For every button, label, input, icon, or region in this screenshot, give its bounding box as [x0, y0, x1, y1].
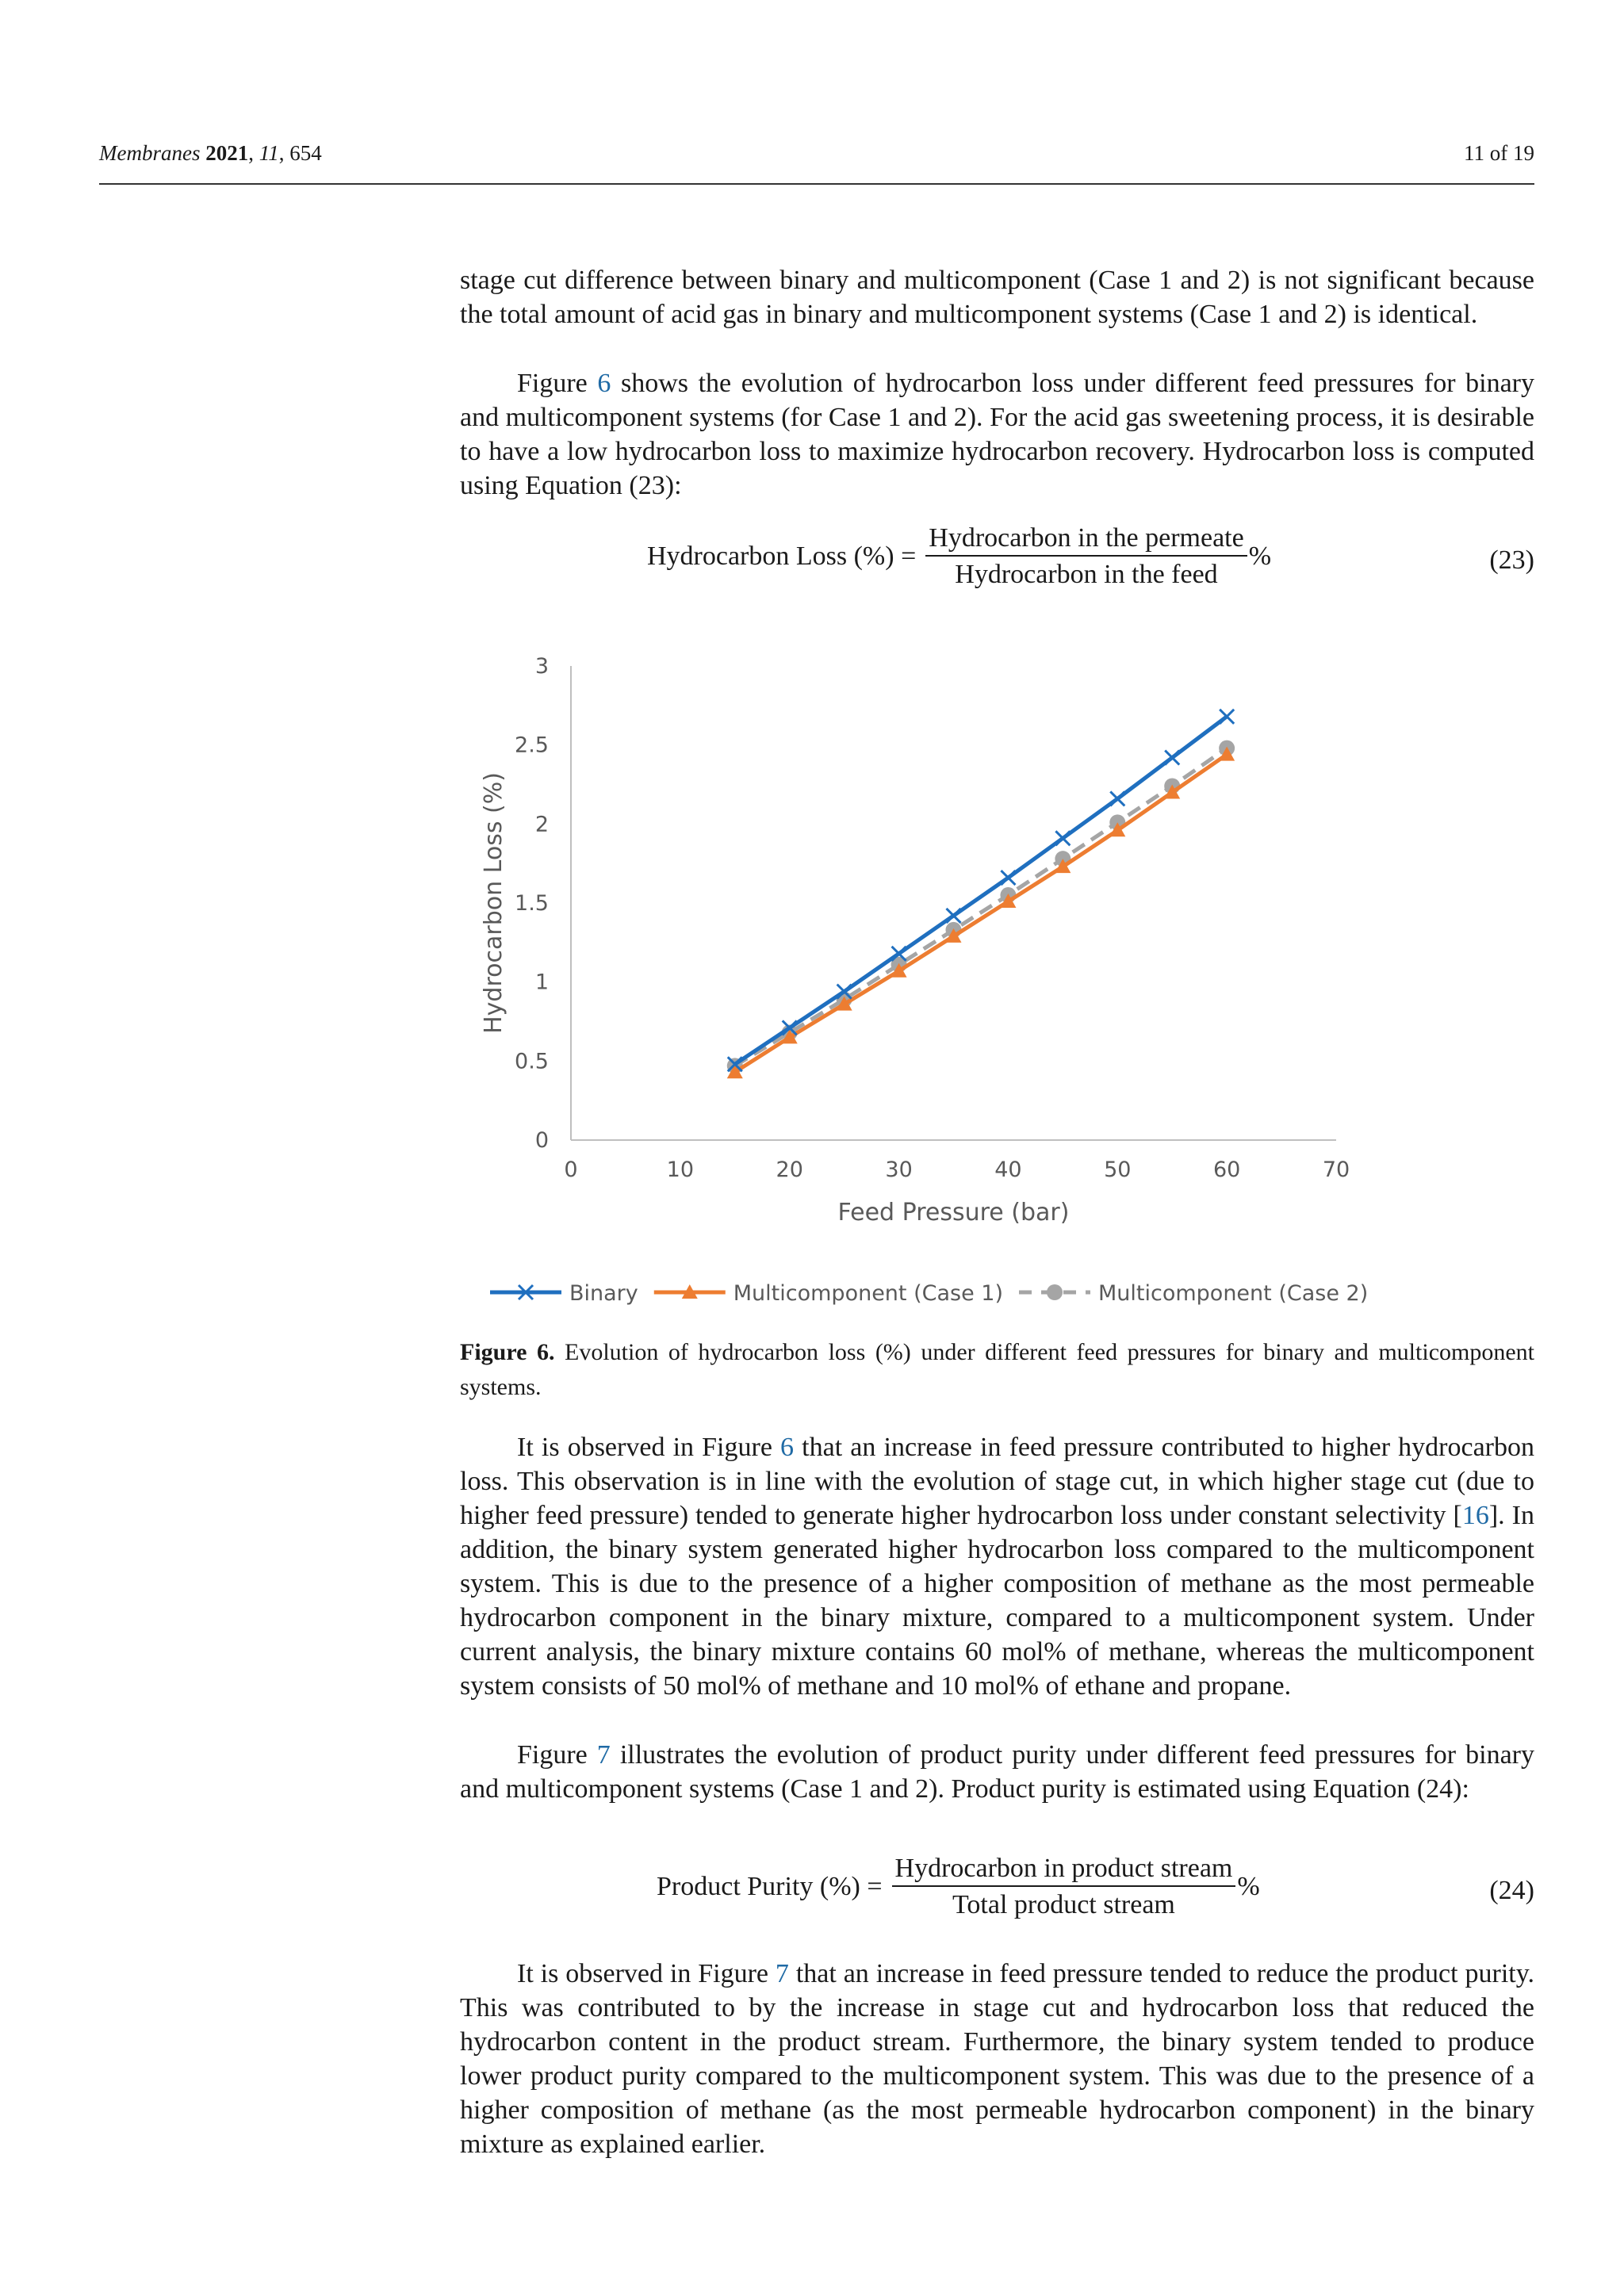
para4-text-b: illustrates the evolution of product purity under different feed pressures for binary and multicomponent systems (Case 1 and 2). Product purity is estimated using Equation (24):	[460, 1740, 1534, 1804]
header-sep: ,	[248, 141, 259, 165]
series-line	[735, 748, 1227, 1066]
journal-volume: 11	[259, 141, 279, 165]
data-point-binary	[1110, 791, 1124, 806]
para5-text-a: It is observed in Figure	[517, 1959, 776, 1988]
series-binary	[728, 710, 1234, 1072]
legend-label: Binary	[569, 1281, 638, 1306]
equation-23	[460, 523, 1534, 603]
article-number: 654	[289, 141, 322, 165]
x-tick-label: 60	[1212, 1158, 1241, 1182]
series-multicomponent-case-2	[727, 740, 1235, 1074]
paragraph-2	[460, 366, 1534, 503]
chart-series	[727, 710, 1235, 1078]
caption-label: Figure 6.	[460, 1339, 555, 1365]
figure-6-chart	[460, 634, 1396, 1332]
x-tick-label: 30	[885, 1158, 913, 1182]
figure-7-link[interactable]: 7	[596, 1740, 611, 1770]
running-header-citation	[99, 141, 322, 166]
para3-text-a: It is observed in Figure	[517, 1433, 781, 1462]
x-tick-label: 70	[1322, 1158, 1350, 1182]
eq24-suffix: %	[1237, 1872, 1260, 1901]
journal-name: Membranes	[99, 141, 201, 165]
x-tick-label: 20	[776, 1158, 803, 1182]
para2-text-b: shows the evolution of hydrocarbon loss under different feed pressures for binary and multicomponent systems (for Case 1 and 2). For the acid gas sweetening process, it is desirable to have a low hydrocarbon loss to maximize hydrocarbon recovery. Hydrocarbon loss is computed using Equation (23):	[460, 369, 1534, 500]
y-tick-label: 2.5	[515, 733, 549, 758]
y-tick-label: 0	[534, 1128, 549, 1153]
y-tick-label: 3	[534, 654, 549, 679]
paragraph-3	[460, 1430, 1534, 1703]
para2-text-a: Figure	[517, 369, 598, 398]
eq23-suffix: %	[1248, 541, 1272, 571]
chart-legend	[490, 1281, 1368, 1306]
eq23-number: (23)	[1489, 545, 1534, 575]
header-sep: ,	[278, 141, 290, 165]
eq24-fraction	[892, 1854, 1236, 1920]
y-tick-label: 0.5	[515, 1049, 549, 1074]
legend-label: Multicomponent (Case 1)	[733, 1281, 1003, 1306]
citation-16-link[interactable]: 16	[1461, 1501, 1489, 1530]
header-rule	[99, 183, 1534, 185]
eq23-numerator: Hydrocarbon in the permeate	[925, 523, 1247, 557]
paragraph-1: stage cut difference between binary and multicomponent (Case 1 and 2) is not significant because the total amount of acid gas in binary and multicomponent systems (Case 1 and 2) is identical.	[460, 266, 1534, 329]
figure-6-link[interactable]: 6	[780, 1433, 795, 1462]
eq24-denominator: Total product stream	[952, 1890, 1175, 1919]
y-tick-label: 1	[534, 970, 549, 995]
data-point-binary	[947, 909, 961, 923]
x-tick-label: 10	[666, 1158, 695, 1182]
eq23-fraction	[925, 523, 1247, 590]
eq24-number: (24)	[1489, 1876, 1534, 1905]
figure-7-link[interactable]: 7	[775, 1959, 789, 1988]
para3-text-c: ]. In addition, the binary system generated higher hydrocarbon loss compared to the multicomponent system. This is due to the presence of a higher composition of methane as the most permeable hydrocarbon component in the binary mixture, compared to a multicomponent system. Under current analysis, the binary mixture contains 60 mol% of methane, whereas the multicomponent system consists of 50 mol% of methane and 10 mol% of ethane and propane.	[460, 1501, 1534, 1701]
eq23-lhs: Hydrocarbon Loss (%) =	[647, 541, 917, 571]
x-tick-label: 50	[1104, 1158, 1132, 1182]
y-tick-label: 2	[534, 812, 549, 837]
x-axis-title: Feed Pressure (bar)	[837, 1199, 1070, 1226]
data-point-binary	[1055, 831, 1070, 845]
x-tick-label: 0	[564, 1158, 578, 1182]
equation-24	[460, 1854, 1534, 1933]
data-point-binary	[1001, 871, 1015, 885]
legend-item	[490, 1281, 638, 1306]
figure-6-caption	[460, 1335, 1534, 1405]
y-tick-label: 1.5	[515, 891, 549, 916]
journal-year: 2021	[205, 141, 249, 165]
legend-item	[654, 1281, 1003, 1306]
page-number: 11 of 19	[1464, 141, 1534, 165]
figure-6-link[interactable]: 6	[597, 369, 611, 398]
data-point-binary	[1165, 751, 1179, 765]
y-axis-title: Hydrocarbon Loss (%)	[480, 772, 508, 1034]
data-point-case2	[1047, 1284, 1063, 1300]
caption-text: Evolution of hydrocarbon loss (%) under different feed pressures for binary and multicomponent systems.	[460, 1339, 1534, 1400]
legend-label: Multicomponent (Case 2)	[1098, 1281, 1369, 1306]
para3-text-b: that an increase in feed pressure contributed to higher hydrocarbon loss. This observation is in line with the evolution of stage cut, in which higher stage cut (due to higher feed pressure) tended to generate higher hydrocarbon loss under constant selectivity [	[460, 1433, 1534, 1530]
data-point-binary	[1220, 710, 1234, 724]
eq23-denominator: Hydrocarbon in the feed	[955, 560, 1218, 589]
series-line	[735, 717, 1227, 1065]
legend-item	[1019, 1281, 1368, 1306]
eq24-lhs: Product Purity (%) =	[657, 1872, 883, 1901]
x-tick-label: 40	[994, 1158, 1022, 1182]
eq24-numerator: Hydrocarbon in product stream	[892, 1854, 1236, 1887]
paragraph-4	[460, 1738, 1534, 1806]
para4-text-a: Figure	[517, 1740, 597, 1770]
paragraph-5	[460, 1957, 1534, 2161]
para5-text-b: that an increase in feed pressure tended to reduce the product purity. This was contributed to by the increase in stage cut and hydrocarbon loss that reduced the hydrocarbon content in the product stream. Furthermore, the binary system tended to produce lower product purity compared to the multicomponent system. This was due to the presence of a higher composition of methane (as the most permeable hydrocarbon component) in the binary mixture as explained earlier.	[460, 1959, 1535, 2159]
